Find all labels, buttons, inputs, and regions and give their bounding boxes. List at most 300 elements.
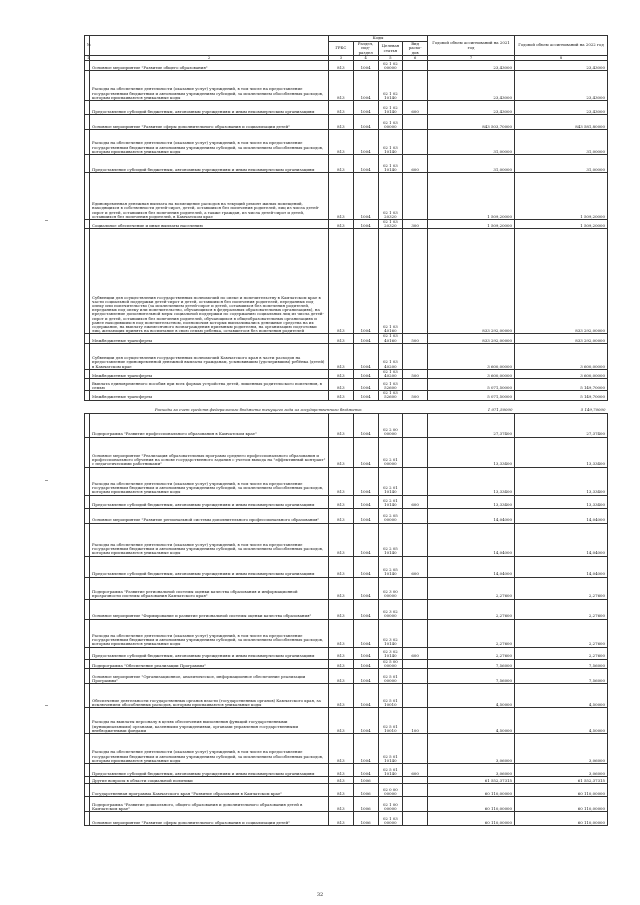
row-exptype: 600: [403, 101, 428, 115]
row-exptype: 600: [403, 155, 428, 173]
row-year2: 14,04000: [515, 556, 608, 577]
header-codes-group: Коды: [329, 36, 428, 42]
table-row: [85, 413, 608, 437]
row-razdel: 1004: [353, 508, 378, 523]
row-exptype: [403, 508, 428, 523]
row-exptype: [403, 467, 428, 495]
row-target: 02 1 00 00000: [378, 797, 403, 812]
row-year2: 833 292,00000: [515, 229, 608, 334]
row-name: Расходы на обеспечение деятельности (оказание услуг) учреждений, в том числе на предоставление государственным бюджетным и автономным учреждениям субсидий, за исключением обособленных расходов, которым присваиваются уникальные коды: [90, 130, 329, 155]
row-exptype: [403, 577, 428, 599]
row-year1: 7,56000: [428, 669, 515, 684]
row-grbs: 813: [329, 115, 354, 130]
margin-mark: [45, 705, 48, 706]
row-razdel: 1004: [353, 101, 378, 115]
row-name: Подпрограмма "Обеспечение реализации Программы": [90, 659, 329, 668]
row-year2: 5 149,70000: [515, 379, 608, 391]
num-cell: 4: [353, 56, 378, 61]
table-body: [85, 61, 608, 826]
row-name: Предоставление субсидий бюджетным, автономным учреждениям и иным некоммерческим организациям: [90, 495, 329, 508]
row-target: 02 2 00 00000: [378, 413, 403, 437]
table-row: [85, 61, 608, 71]
row-year1: 2,27600: [428, 647, 515, 659]
row-grbs: 813: [329, 413, 354, 437]
row-grbs: 813: [329, 708, 354, 734]
table-row: [85, 115, 608, 130]
row-year1: 60 110,00000: [428, 812, 515, 826]
row-year2: 3,06000: [515, 734, 608, 764]
row-grbs: 813: [329, 343, 354, 369]
row-grbs: 813: [329, 784, 354, 797]
row-grbs: 813: [329, 764, 354, 777]
row-name: Расходы на обеспечение деятельности (оказание услуг) учреждений, в том числе на предоставление государственным бюджетным и автономным учреждениям субсидий, за исключением обособленных расходов, которым присваиваются уникальные коды: [90, 523, 329, 556]
row-year1: 4,50000: [428, 708, 515, 734]
row-razdel: 1004: [353, 391, 378, 400]
row-year1: 5 071,50000: [428, 379, 515, 391]
row-name: Подпрограмма "Развитие дошкольного, общего образования и дополнительного образования детей в Камчатском крае": [90, 797, 329, 812]
row-exptype: [403, 413, 428, 437]
row-razdel: 1004: [353, 556, 378, 577]
table-row: [85, 556, 608, 577]
margin-mark: [45, 220, 48, 221]
row-razdel: 1004: [353, 173, 378, 220]
row-exptype: [403, 61, 428, 71]
row-year1: 14,04000: [428, 556, 515, 577]
table-row: [85, 101, 608, 115]
table-row: [85, 577, 608, 599]
row-razdel: 1004: [353, 764, 378, 777]
row-razdel: 1006: [353, 784, 378, 797]
table-row: [85, 391, 608, 400]
row-target: 02 3 00 00000: [378, 577, 403, 599]
table-row: [85, 369, 608, 378]
row-year2: 1 509,20000: [515, 173, 608, 220]
row-razdel: 1004: [353, 495, 378, 508]
row-grbs: 813: [329, 467, 354, 495]
row-grbs: 813: [329, 379, 354, 391]
row-year1: 3,06000: [428, 764, 515, 777]
row-grbs: 813: [329, 71, 354, 101]
row-year2: 61 552,37315: [515, 777, 608, 784]
row-year1: 1 509,20000: [428, 173, 515, 220]
note-year1: 1 071,50000: [428, 400, 515, 413]
row-year2: 31,00000: [515, 130, 608, 155]
row-exptype: 600: [403, 647, 428, 659]
row-exptype: 600: [403, 495, 428, 508]
table-row: [85, 130, 608, 155]
table-row: [85, 379, 608, 391]
table-row: [85, 684, 608, 708]
row-exptype: 600: [403, 556, 428, 577]
row-exptype: [403, 797, 428, 812]
header-target: Целевая статья: [378, 42, 403, 56]
row-grbs: 813: [329, 577, 354, 599]
row-grbs: 813: [329, 556, 354, 577]
row-exptype: [403, 734, 428, 764]
row-name: Подпрограмма "Развитие профессионального образования в Камчатском крае": [90, 413, 329, 437]
table-row: [85, 619, 608, 647]
row-year2: 31,00000: [515, 155, 608, 173]
row-name: Обеспечение деятельности государственных органов власти (государственных органов) Камчатского края, за исключением обособленных расходов, которым присваиваются уникальные коды: [90, 684, 329, 708]
num-cell: 3: [329, 56, 354, 61]
row-target: 02 2 05 10140: [378, 556, 403, 577]
row-razdel: 1004: [353, 343, 378, 369]
row-year1: 14,04000: [428, 508, 515, 523]
row-name: Расходы на выплаты персоналу в целях обеспечения выполнения функций государственными (муниципальными) органами, казенными учреждениями, органами управления государственными внебюджетными фондами: [90, 708, 329, 734]
row-target: 02 5 01 10010: [378, 708, 403, 734]
row-year1: 2,27600: [428, 599, 515, 619]
row-year1: 3,06000: [428, 734, 515, 764]
row-exptype: [403, 437, 428, 467]
row-year2: 23,43000: [515, 71, 608, 101]
table-header: [85, 36, 608, 61]
row-exptype: [403, 659, 428, 668]
row-name: Основное мероприятие "Развитие общего образования": [90, 61, 329, 71]
row-name: Расходы на обеспечение деятельности (оказание услуг) учреждений, в том числе на предоставление государственным бюджетным и автономным учреждениям субсидий, за исключением обособленных расходов, которым присваиваются уникальные коды: [90, 619, 329, 647]
row-grbs: 813: [329, 619, 354, 647]
row-year2: 2,27600: [515, 577, 608, 599]
row-target: 02 1 02 10140: [378, 71, 403, 101]
row-year1: 60 110,00000: [428, 784, 515, 797]
row-year1: 23,43000: [428, 61, 515, 71]
row-target: 02 1 03 40160: [378, 334, 403, 343]
row-target: 02 5 01 00000: [378, 669, 403, 684]
row-razdel: 1004: [353, 437, 378, 467]
table-row: [85, 797, 608, 812]
row-year2: 3 600,00000: [515, 369, 608, 378]
table-row: [85, 659, 608, 668]
row-target: 02 2 05 00000: [378, 508, 403, 523]
table-row: [85, 708, 608, 734]
row-exptype: 500: [403, 369, 428, 378]
row-name: Социальное обеспечение и иные выплаты населению: [90, 220, 329, 229]
row-razdel: 1004: [353, 379, 378, 391]
header-year2: Годовой объем ассигнований на 2022 год: [515, 36, 608, 56]
row-grbs: 813: [329, 130, 354, 155]
row-exptype: [403, 684, 428, 708]
row-razdel: 1004: [353, 229, 378, 334]
row-razdel: 1004: [353, 155, 378, 173]
row-razdel: 1004: [353, 130, 378, 155]
header-year1: Годовой объем ассигнований на 2021 год: [428, 36, 515, 56]
row-razdel: 1004: [353, 467, 378, 495]
table-row: [85, 599, 608, 619]
num-cell: 1: [85, 56, 90, 61]
row-exptype: [403, 784, 428, 797]
row-razdel: 1004: [353, 413, 378, 437]
row-exptype: 500: [403, 334, 428, 343]
row-exptype: [403, 523, 428, 556]
row-year1: 2,27600: [428, 577, 515, 599]
row-exptype: 100: [403, 708, 428, 734]
row-name: Основное мероприятие "Организационное, аналитическое, информационное обеспечение реализации Программы": [90, 669, 329, 684]
row-name: Субвенции для осуществления государственных полномочий Камчатского края в части расходов на предоставление единовременной денежной выплаты гражданам, усыновившим (удочерившим) ребёнка (детей) в Камчатском крае: [90, 343, 329, 369]
table-row: [85, 669, 608, 684]
row-name: Межбюджетные трансферты: [90, 334, 329, 343]
row-target: 02 5 01 10140: [378, 764, 403, 777]
row-year2: 7,56000: [515, 669, 608, 684]
row-year2: 2,27600: [515, 619, 608, 647]
row-grbs: 813: [329, 797, 354, 812]
row-year2: 23,43000: [515, 101, 608, 115]
row-year2: 13,33400: [515, 437, 608, 467]
row-target: 02 2 01 10140: [378, 467, 403, 495]
row-grbs: 813: [329, 734, 354, 764]
row-razdel: 1004: [353, 220, 378, 229]
row-target: 02 1 03 40200: [378, 343, 403, 369]
row-year2: 7,56000: [515, 659, 608, 668]
row-razdel: 1004: [353, 619, 378, 647]
row-target: 02 2 01 10140: [378, 495, 403, 508]
row-grbs: 813: [329, 659, 354, 668]
row-grbs: 813: [329, 229, 354, 334]
header-name: [90, 36, 329, 56]
row-year2: 3,06000: [515, 764, 608, 777]
row-year1: 5 071,50000: [428, 391, 515, 400]
row-name: Межбюджетные трансферты: [90, 369, 329, 378]
table-note-row: [85, 400, 608, 413]
row-grbs: 813: [329, 777, 354, 784]
table-row: [85, 784, 608, 797]
table-row: [85, 229, 608, 334]
row-name: Предоставление субсидий бюджетным, автономным учреждениям и иным некоммерческим организациям: [90, 101, 329, 115]
margin-mark: [45, 480, 48, 481]
row-year1: 13,33400: [428, 467, 515, 495]
row-razdel: 1004: [353, 734, 378, 764]
row-year2: 2,27600: [515, 599, 608, 619]
row-year1: 23,43000: [428, 101, 515, 115]
row-name: Предоставление субсидий бюджетным, автономным учреждениям и иным некоммерческим организациям: [90, 155, 329, 173]
row-target: 02 5 01 10140: [378, 734, 403, 764]
table-row: [85, 220, 608, 229]
row-exptype: [403, 343, 428, 369]
row-name: Предоставление субсидий бюджетным, автономным учреждениям и иным некоммерческим организациям: [90, 647, 329, 659]
row-year2: 13,33400: [515, 495, 608, 508]
row-exptype: 600: [403, 764, 428, 777]
table-row: [85, 523, 608, 556]
row-year2: 1 509,20000: [515, 220, 608, 229]
table-row: [85, 777, 608, 784]
row-name: Единовременная денежная выплата на возмещение расходов на текущий ремонт жилых помещений, находящихся в собственности детей-сирот, детей, оставшихся без попечения родителей, лиц из числа детей-сирот и детей, оставшихся без попечения родителей, а также граждан, из числа детей-сирот и детей, оставшихся без попечения родителей, в Камчатском крае: [90, 173, 329, 220]
row-year1: 2,27600: [428, 619, 515, 647]
row-year2: 60 110,00000: [515, 784, 608, 797]
row-target: 02 1 03 52600: [378, 379, 403, 391]
num-cell: 7: [428, 56, 515, 61]
row-exptype: [403, 379, 428, 391]
note-year2: 5 149,70000: [515, 400, 608, 413]
row-grbs: 813: [329, 391, 354, 400]
row-year1: 4,50000: [428, 684, 515, 708]
table-row: [85, 812, 608, 826]
row-name: Предоставление субсидий бюджетным, автономным учреждениям и иным некоммерческим организациям: [90, 556, 329, 577]
row-target: 02 3 02 00000: [378, 599, 403, 619]
note-text: Расходы за счет средств федерального бюджета текущего года из государственного бюджета:: [90, 400, 428, 413]
row-exptype: [403, 173, 428, 220]
row-year2: 60 110,00000: [515, 812, 608, 826]
row-name: Основное мероприятие "Развитие региональной системы дополнительного профессионального образования": [90, 508, 329, 523]
row-razdel: 1004: [353, 577, 378, 599]
row-grbs: 813: [329, 220, 354, 229]
num-cell: 8: [515, 56, 608, 61]
row-year1: 1 509,20000: [428, 220, 515, 229]
table-row: [85, 647, 608, 659]
row-grbs: 813: [329, 61, 354, 71]
row-year1: 3 600,00000: [428, 369, 515, 378]
row-name: Основное мероприятие "Развитие сферы дополнительного образования и социализации детей": [90, 812, 329, 826]
row-name: Основное мероприятие "Реализация образовательных программ среднего профессионального образования и профессионального обучения на основе государственного задания с учетом выхода на "эффективный контракт" с педагогическими работниками": [90, 437, 329, 467]
row-exptype: [403, 71, 428, 101]
row-razdel: 1006: [353, 797, 378, 812]
table-row: [85, 495, 608, 508]
table-row: [85, 734, 608, 764]
row-grbs: 813: [329, 684, 354, 708]
row-name: Выплата единовременного пособия при всех формах устройства детей, лишенных родительского попечения, в семью: [90, 379, 329, 391]
table-row: [85, 155, 608, 173]
row-razdel: 1004: [353, 669, 378, 684]
row-razdel: 1004: [353, 115, 378, 130]
header-exptype: Вид расхо-дов: [403, 42, 428, 56]
row-target: 02 1 03 10140: [378, 130, 403, 155]
row-grbs: 813: [329, 523, 354, 556]
table-row: [85, 343, 608, 369]
header-grbs: ГРБС: [329, 42, 354, 56]
row-exptype: [403, 669, 428, 684]
row-grbs: 813: [329, 173, 354, 220]
row-grbs: 813: [329, 647, 354, 659]
row-razdel: 1004: [353, 369, 378, 378]
row-name: Предоставление субсидий бюджетным, автономным учреждениям и иным некоммерческим организациям: [90, 764, 329, 777]
row-grbs: 813: [329, 437, 354, 467]
row-exptype: 300: [403, 220, 428, 229]
row-name: Межбюджетные трансферты: [90, 391, 329, 400]
row-target: 02 1 03 20320: [378, 173, 403, 220]
table-row: [85, 508, 608, 523]
row-target: 02 1 03 00000: [378, 115, 403, 130]
row-year1: 3 600,00000: [428, 343, 515, 369]
row-year2: 13,33400: [515, 467, 608, 495]
row-razdel: 1004: [353, 659, 378, 668]
row-target: 02 1 03 20320: [378, 220, 403, 229]
table-row: [85, 467, 608, 495]
row-target: 02 1 03 52600: [378, 391, 403, 400]
row-year1: 13,33400: [428, 437, 515, 467]
row-razdel: 1006: [353, 812, 378, 826]
row-razdel: 1004: [353, 684, 378, 708]
row-name: Расходы на обеспечение деятельности (оказание услуг) учреждений, в том числе на предоставление государственным бюджетным и автономным учреждениям субсидий, за исключением обособленных расходов, которым присваиваются уникальные коды: [90, 734, 329, 764]
row-exptype: [403, 812, 428, 826]
row-year1: 13,33400: [428, 495, 515, 508]
row-year1: 23,43000: [428, 71, 515, 101]
row-target: 02 1 03 10140: [378, 155, 403, 173]
row-year2: 843 581,80000: [515, 115, 608, 130]
row-year1: 833 292,00000: [428, 229, 515, 334]
row-name: Расходы на обеспечение деятельности (оказание услуг) учреждений, в том числе на предоставление государственным бюджетным и автономным учреждениям субсидий, за исключением обособленных расходов, которым присваиваются уникальные коды: [90, 71, 329, 101]
row-target: 02 1 02 00000: [378, 61, 403, 71]
row-name: Государственная программа Камчатского края "Развитие образования в Камчатском крае": [90, 784, 329, 797]
row-razdel: 1004: [353, 523, 378, 556]
row-name: Подпрограмма "Развитие региональной системы оценки качества образования и информационной прозрачности системы образования Камчатского края": [90, 577, 329, 599]
row-name: Расходы на обеспечение деятельности (оказание услуг) учреждений, в том числе на предоставление государственным бюджетным и автономным учреждениям субсидий, за исключением обособленных расходов, которым присваиваются уникальные коды: [90, 467, 329, 495]
table-row: [85, 437, 608, 467]
row-year1: 7,56000: [428, 659, 515, 668]
num-cell: 5: [378, 56, 403, 61]
row-exptype: [403, 619, 428, 647]
row-year1: 833 292,00000: [428, 334, 515, 343]
row-year2: 14,04000: [515, 523, 608, 556]
row-year1: 31,00000: [428, 130, 515, 155]
row-year1: 843 503,70000: [428, 115, 515, 130]
row-exptype: [403, 229, 428, 334]
budget-table: [84, 35, 608, 826]
row-grbs: 813: [329, 508, 354, 523]
table-row: [85, 173, 608, 220]
row-target: 02 3 02 10140: [378, 647, 403, 659]
row-grbs: 813: [329, 599, 354, 619]
header-razdel: Раздел, под-раздел: [353, 42, 378, 56]
row-year2: 4,50000: [515, 708, 608, 734]
row-year2: 27,37400: [515, 413, 608, 437]
row-year2: 14,04000: [515, 508, 608, 523]
row-razdel: 1004: [353, 599, 378, 619]
row-year2: 23,43000: [515, 61, 608, 71]
row-target: 02 1 03 40200: [378, 369, 403, 378]
row-target: [378, 777, 403, 784]
row-year1: 27,37400: [428, 413, 515, 437]
page-number: 32: [316, 892, 324, 898]
row-year2: 833 292,00000: [515, 334, 608, 343]
row-grbs: 813: [329, 334, 354, 343]
row-year1: 61 552,37315: [428, 777, 515, 784]
row-target: 02 1 03 00000: [378, 812, 403, 826]
row-target: 02 2 05 10140: [378, 523, 403, 556]
header-number: №: [85, 36, 90, 56]
row-name: Основное мероприятие "Формирование и развитие региональной системы оценки качества образования": [90, 599, 329, 619]
table-row: [85, 334, 608, 343]
row-target: 02 5 01 10010: [378, 684, 403, 708]
row-razdel: 1006: [353, 777, 378, 784]
row-exptype: 500: [403, 391, 428, 400]
row-name: Субвенции для осуществления государственных полномочий по опеке и попечительству в Камчатском крае в части социальной поддержки детей-сирот и детей, оставшихся без попечения родителей, переданных под опеку или попечительство (за исключением детей-сирот и детей, оставшихся без попечения родителей, переданных под опеку или попечительство, обучающихся в федеральных образовательных организациях), на предоставление дополнительной меры социальной поддержки по содержанию социальных лиц из числа детей-сирот и детей, оставшихся без попечения родителей, обучающихся в общеобразовательных организациях и ранее находившихся под попечительством, полномочия которых выплачивались денежные средства на их содержание, на выплату ежемесячного вознаграждения приемным родителям, на организацию подготовки лиц, желающих принять на воспитание в свою семью ребенка, оставшегося без попечения родителей: [90, 229, 329, 334]
row-razdel: 1004: [353, 61, 378, 71]
row-grbs: 813: [329, 101, 354, 115]
row-razdel: 1004: [353, 647, 378, 659]
row-grbs: 813: [329, 495, 354, 508]
row-target: 02 1 02 10140: [378, 101, 403, 115]
row-year1: 60 110,00000: [428, 797, 515, 812]
row-target: 02 0 00 00000: [378, 784, 403, 797]
row-grbs: 813: [329, 369, 354, 378]
row-grbs: 813: [329, 155, 354, 173]
table-row: [85, 71, 608, 101]
row-exptype: [403, 599, 428, 619]
table-row: [85, 764, 608, 777]
row-year2: 2,27600: [515, 647, 608, 659]
row-target: 02 2 01 00000: [378, 437, 403, 467]
row-name: Другие вопросы в области социальной политики: [90, 777, 329, 784]
row-target: 02 3 02 10140: [378, 619, 403, 647]
row-razdel: 1004: [353, 71, 378, 101]
row-year1: 31,00000: [428, 155, 515, 173]
row-grbs: 813: [329, 669, 354, 684]
row-year2: 5 149,70000: [515, 391, 608, 400]
row-target: 02 1 03 40160: [378, 229, 403, 334]
row-year1: 14,04000: [428, 523, 515, 556]
row-razdel: 1004: [353, 334, 378, 343]
row-name: Основное мероприятие "Развитие сферы дополнительного образования и социализации детей": [90, 115, 329, 130]
row-target: 02 5 00 00000: [378, 659, 403, 668]
num-cell: 6: [403, 56, 428, 61]
row-exptype: [403, 115, 428, 130]
